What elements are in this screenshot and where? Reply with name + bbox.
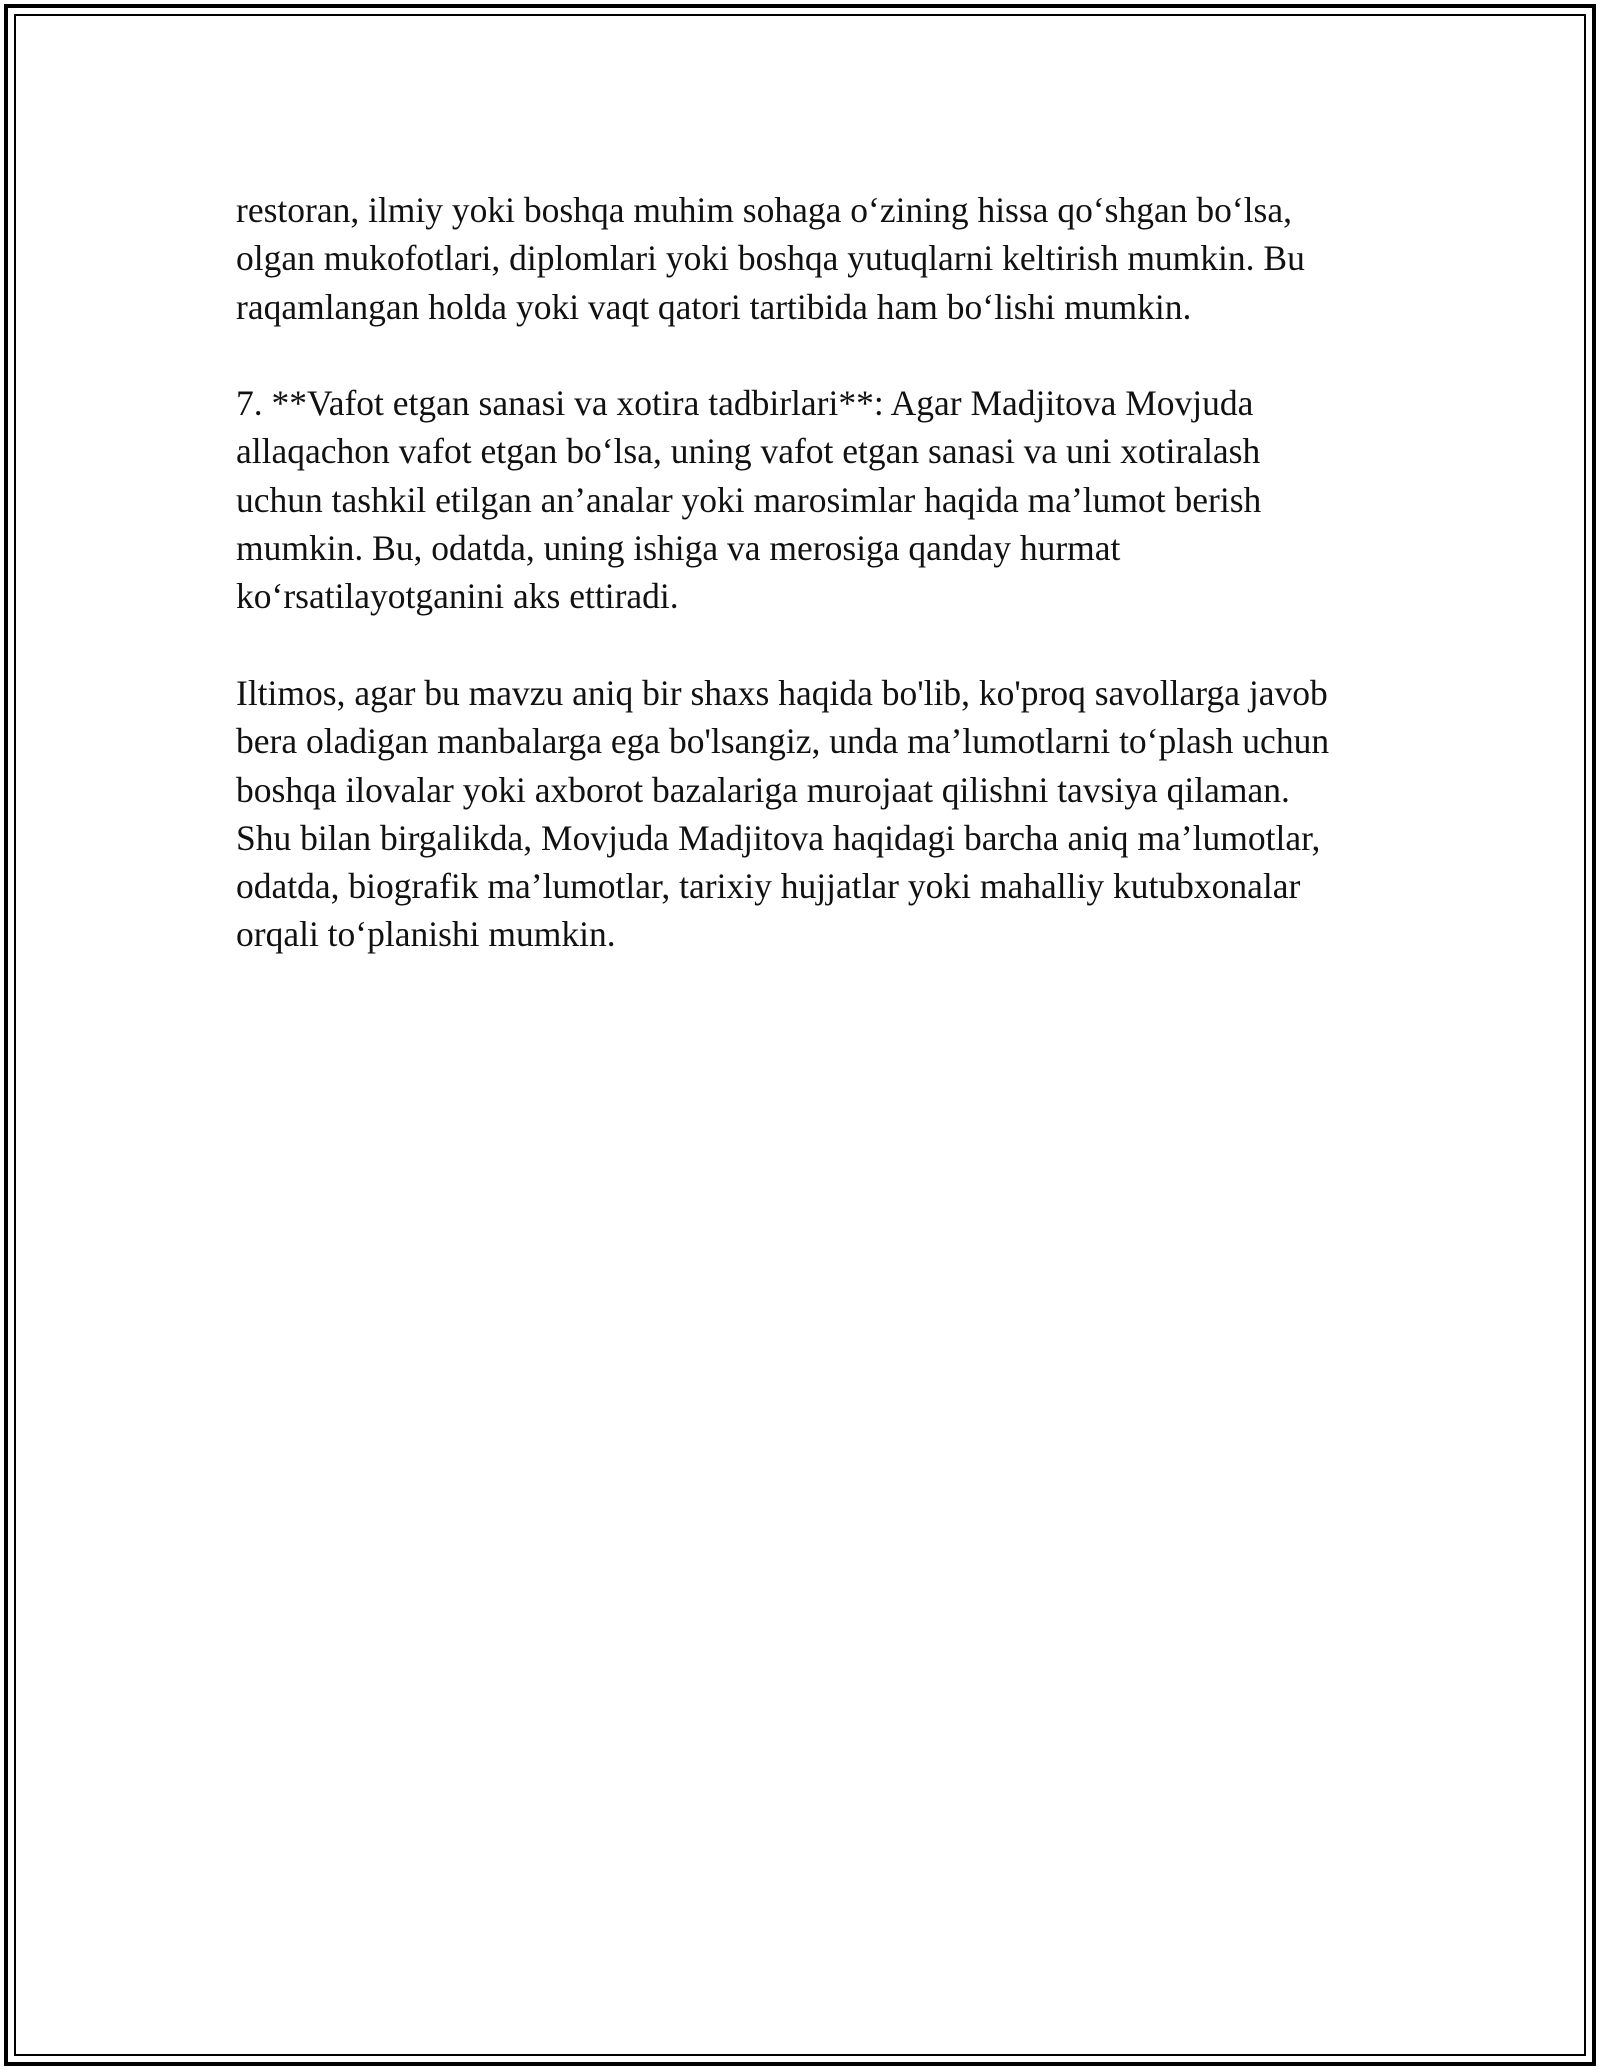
- text-line: Iltimos, agar bu mavzu aniq bir shaxs haqida bo'lib, ko'proq savollarga javob: [236, 672, 1328, 713]
- text-line: allaqachon vafot etgan bo‘lsa, uning vafot etgan sanasi va uni xotiralash: [236, 431, 1261, 472]
- text-line: ko‘rsatilayotganini aks ettiradi.: [236, 576, 679, 617]
- document-body: [236, 186, 1416, 1007]
- text-line: uchun tashkil etilgan an’analar yoki marosimlar haqida ma’lumot berish: [236, 479, 1262, 520]
- paragraph-death-memorial: [236, 379, 1416, 620]
- text-line: mumkin. Bu, odatda, uning ishiga va merosiga qanday hurmat: [236, 528, 1121, 569]
- text-line: restoran, ilmiy yoki boshqa muhim sohaga o‘zining hissa qo‘shgan bo‘lsa,: [236, 190, 1292, 230]
- paragraph-closing-note: [236, 669, 1416, 959]
- text-line: odatda, biografik ma’lumotlar, tarixiy hujjatlar yoki mahalliy kutubxonalar: [236, 866, 1301, 907]
- text-line: olgan mukofotlari, diplomlari yoki boshqa yutuqlarni keltirish mumkin. Bu: [236, 238, 1305, 279]
- text-line: boshqa ilovalar yoki axborot bazalariga murojaat qilishni tavsiya qilaman.: [236, 769, 1290, 810]
- text-line: orqali to‘planishi mumkin.: [236, 914, 616, 955]
- paragraph-achievements: [236, 186, 1416, 331]
- text-line: raqamlangan holda yoki vaqt qatori tartibida ham bo‘lishi mumkin.: [236, 286, 1192, 327]
- text-line: Shu bilan birgalikda, Movjuda Madjitova haqidagi barcha aniq ma’lumotlar,: [236, 817, 1321, 858]
- text-line: bera oladigan manbalarga ega bo'lsangiz, unda ma’lumotlarni to‘plash uchun: [236, 721, 1330, 762]
- text-line: 7. **Vafot etgan sanasi va xotira tadbirlari**: Agar Madjitova Movjuda: [236, 383, 1254, 424]
